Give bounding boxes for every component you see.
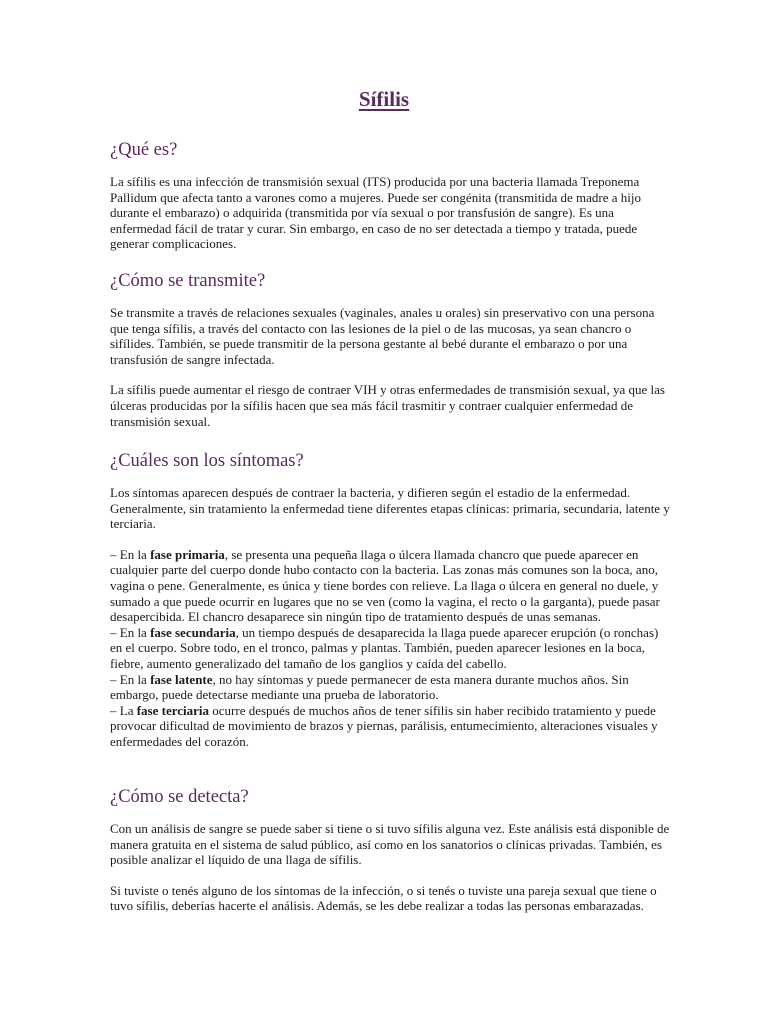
stage-secondary — [110, 625, 670, 672]
stage-term: fase latente — [150, 671, 213, 687]
section-heading: ¿Cuáles son los síntomas? — [110, 451, 304, 471]
stage-term: fase secundaria — [150, 624, 236, 640]
stage-prefix: – En la — [110, 546, 151, 562]
paragraph: Si tuviste o tenés alguno de los síntomas de la infección, o si tenés o tuviste una pareja sexual que tiene o tuvo sífilis, deberías hacerte el análisis. Además, se les debe realizar a todas las personas embarazadas. — [110, 882, 657, 914]
paragraph: Se transmite a través de relaciones sexuales (vaginales, anales u orales) sin preservativo con una persona que tenga sífilis, a través del contacto con las lesiones de la piel o de las mucosas, ya sean chancro o sifílides. También, se puede transmitir de la persona gestante al bebé durante el embarazo o por una transfusión de sangre infectada. — [110, 305, 655, 367]
stage-text: ocurre después de muchos años de tener sífilis sin haber recibido tratamiento y puede provocar dificultad de movimiento de brazos y piernas, parálisis, entumecimiento, alteraciones visuales y enfermedades del corazón. — [110, 702, 658, 749]
section-heading: ¿Cómo se transmite? — [110, 271, 266, 291]
stage-prefix: – En la — [110, 671, 151, 687]
section-symptoms — [110, 450, 670, 750]
paragraph: La sífilis puede aumentar el riesgo de contraer VIH y otras enfermedades de transmisión sexual, ya que las úlceras producidas por la sífilis hacen que sea más fácil trasmitir y contraer cualquier enfermedad de transmisión sexual. — [110, 382, 665, 429]
stage-prefix: – La — [110, 702, 137, 718]
section-heading: ¿Cómo se detecta? — [110, 787, 249, 807]
paragraph: La sífilis es una infección de transmisión sexual (ITS) producida por una bacteria llamada Treponema Pallidum que afecta tanto a varones como a mujeres. Puede ser congénita (transmitida de madre a hijo durante el embarazo) o adquirida (transmitida por vía sexual o por transfusión de sangre). Es una enfermedad fácil de tratar y curar. Sin embargo, en caso de no ser detectada a tiempo y tratada, puede generar complicaciones. — [110, 174, 642, 252]
stage-latent — [110, 672, 670, 703]
stage-tertiary — [110, 703, 670, 750]
stage-prefix: – En la — [110, 624, 151, 640]
paragraph: Los síntomas aparecen después de contraer la bacteria, y difieren según el estadio de la enfermedad. Generalmente, sin tratamiento la enfermedad tiene diferentes etapas clínicas: primaria, secundaria, latente y terciaria. — [110, 485, 670, 532]
stage-term: fase primaria — [150, 546, 225, 562]
stage-text: , un tiempo después de desaparecida la llaga puede aparecer erupción (o ronchas) en el cuerpo. Sobre todo, en el tronco, palmas y plantas. También, pueden aparecer lesiones en la boca, fiebre, aumento generalizado del tamaño de los ganglios y caída del cabello. — [110, 624, 659, 671]
section-transmission — [110, 270, 670, 444]
stage-primary — [110, 547, 670, 625]
section-what-is — [110, 139, 670, 267]
section-detection — [110, 786, 670, 929]
stage-text: , no hay síntomas y puede permanecer de esta manera durante muchos años. Sin embargo, puede detectarse mediante una prueba de laboratorio. — [110, 671, 629, 703]
paragraph: Con un análisis de sangre se puede saber si tiene o si tuvo sífilis alguna vez. Este análisis está disponible de manera gratuita en el sistema de salud público, así como en los sanatorios o clínicas privadas. También, es posible analizar el líquido de una llaga de sífilis. — [110, 821, 670, 868]
document-title: Sífilis — [358, 87, 410, 111]
section-heading: ¿Qué es? — [110, 140, 178, 160]
stage-text: , se presenta una pequeña llaga o úlcera llamada chancro que puede aparecer en cualquier parte del cuerpo donde hubo contacto con la bacteria. Las zonas más comunes son la boca, ano, vagina o pene. Generalmente, es única y tiene bordes con relieve. La llaga o úlcera en general no duele, y sumado a que puede ocurrir en lugares que no se ven (como la vagina, el recto o la garganta), puede pasar desapercibida. El chancro desaparece sin ningún tipo de tratamiento después de unas semanas. — [110, 546, 660, 625]
stage-term: fase terciaria — [136, 702, 210, 718]
